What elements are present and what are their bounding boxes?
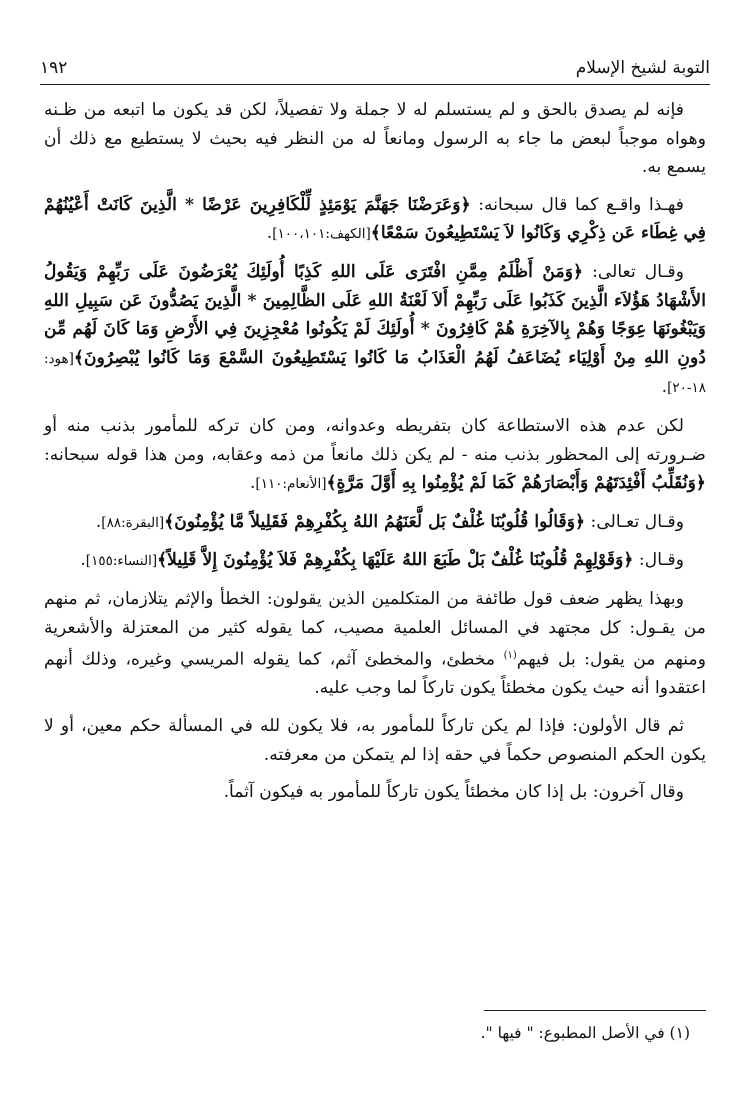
paragraph-6: وقـال: ﴿وَقَوْلِهِمْ قُلُوبُنَا غُلْفٌ بَلْ طَبَعَ اللهُ عَلَيْهَا بِكُفْرِهِمْ فَلاَ يُؤْمِنُونَ إِلاَّ قَلِيلاً﴾[النساء:١٥٥]. — [80, 550, 684, 571]
paragraph-9: وقال آخرون: بل إذا كان مخطئاً يكون تاركاً للمأمور به فيكون آثماً. — [223, 782, 684, 803]
page-header — [40, 58, 710, 85]
running-title: التوبة لشيخ الإسلام — [575, 58, 710, 78]
quran-verse: ﴿وَقَالُوا قُلُوبُنَا غُلْفٌ بَل لَّعَنَهُمُ اللهُ بِكُفْرِهِمْ فَقَلِيلاً مَّا يُؤْمِنُونَ﴾ — [164, 511, 586, 532]
paragraph-4: لكن عدم هذه الاستطاعة كان بتفريطه وعدوانه، ومن كان تركه للمأمور بذنب منه أو ضـرورته إلى المحظور بذنب منه - لم يكن ذلك مانعاً من ذمه وعقابه، ومن هذا قوله سبحانه: ﴿وَنُقَلِّبُ أَفْئِدَتَهُمْ وَأَبْصَارَهُمْ كَمَا لَمْ يُؤْمِنُوا بِهِ أَوَّلَ مَرَّةٍ﴾[الأنعام:١١٠]. — [44, 415, 706, 494]
quran-verse: ﴿وَنُقَلِّبُ أَفْئِدَتَهُمْ وَأَبْصَارَهُمْ كَمَا لَمْ يُؤْمِنُوا بِهِ أَوَّلَ مَرَّةٍ﴾ — [326, 473, 706, 494]
main-text — [44, 96, 706, 816]
paragraph-1: فإنه لم يصدق بالحق و لم يستسلم له لا جملة ولا تفصيلاً، لكن قد يكون ما اتبعه من ظـنه وهواه موجباً لبعض ما جاء به الرسول ومانعاً له من النظر فيه بحيث لا يستطيع مع ذلك أن يسمع به. — [44, 100, 706, 178]
verse-reference: [النساء:١٥٥] — [85, 553, 158, 570]
footnote: (١) في الأصل المطبوع: " فيها ". — [480, 1024, 690, 1042]
quran-verse: ﴿وَعَرَضْنَا جَهَنَّمَ يَوْمَئِذٍ لِّلْكَافِرِينَ عَرْضًا * الَّذِينَ كَانَتْ أَعْيُنُهُمْ فِي غِطَاء عَن ذِكْرِي وَكَانُوا لاَ يَسْتَطِيعُونَ سَمْعًا﴾ — [44, 194, 706, 244]
footnote-marker[interactable]: (١) — [503, 650, 517, 662]
quran-verse: ﴿وَقَوْلِهِمْ قُلُوبُنَا غُلْفٌ بَلْ طَبَعَ اللهُ عَلَيْهَا بِكُفْرِهِمْ فَلاَ يُؤْمِنُونَ إِلاَّ قَلِيلاً﴾ — [157, 550, 634, 571]
paragraph-8: ثم قال الأولون: فإذا لم يكن تاركاً للمأمور به، فلا يكون لله في المسألة حكم معين، أو لا يكون الحكم المنصوص حكماً في حقه إذا لم يتمكن من معرفته. — [44, 716, 706, 765]
verse-reference: [الأنعام:١١٠] — [255, 476, 327, 493]
footnote-divider — [484, 1010, 706, 1011]
paragraph-5: وقـال تعـالى: ﴿وَقَالُوا قُلُوبُنَا غُلْفٌ بَل لَّعَنَهُمُ اللهُ بِكُفْرِهِمْ فَقَلِيلاً مَّا يُؤْمِنُونَ﴾[البقرة:٨٨]. — [95, 511, 684, 532]
page-number: ١٩٢ — [40, 58, 68, 78]
paragraph-3: وقـال تعالى: ﴿وَمَنْ أَظْلَمُ مِمَّنِ افْتَرَى عَلَى اللهِ كَذِبًا أُولَئِكَ يُعْرَضُونَ عَلَى رَبِّهِمْ وَيَقُولُ الأَشْهَادُ هَؤُلاَء الَّذِينَ كَذَبُوا عَلَى رَبِّهِمْ أَلاَ لَعْنَةُ اللهِ عَلَى الظَّالِمِينَ * الَّذِينَ يَصُدُّونَ عَن سَبِيلِ اللهِ وَيَبْغُونَهَا عِوَجًا وَهُمْ بِالآخِرَةِ هُمْ كَافِرُونَ * أُولَئِكَ لَمْ يَكُونُوا مُعْجِزِينَ فِي الأَرْضِ وَمَا كَانَ لَهُم مِّن دُونِ اللهِ مِنْ أَوْلِيَاء يُضَاعَفُ لَهُمُ الْعَذَابُ مَا كَانُوا يَسْتَطِيعُونَ السَّمْعَ وَمَا كَانُوا يُبْصِرُونَ﴾[هود: ١٨-٢٠]. — [44, 261, 706, 398]
quran-verse: ﴿وَمَنْ أَظْلَمُ مِمَّنِ افْتَرَى عَلَى اللهِ كَذِبًا أُولَئِكَ يُعْرَضُونَ عَلَى رَبِّهِمْ وَيَقُولُ الأَشْهَادُ هَؤُلاَء الَّذِينَ كَذَبُوا عَلَى رَبِّهِمْ أَلاَ لَعْنَةُ اللهِ عَلَى الظَّالِمِينَ * الَّذِينَ يَصُدُّونَ عَن سَبِيلِ اللهِ وَيَبْغُونَهَا عِوَجًا وَهُمْ بِالآخِرَةِ هُمْ كَافِرُونَ * أُولَئِكَ لَمْ يَكُونُوا مُعْجِزِينَ فِي الأَرْضِ وَمَا كَانَ لَهُم مِّن دُونِ اللهِ مِنْ أَوْلِيَاء يُضَاعَفُ لَهُمُ الْعَذَابُ مَا كَانُوا يَسْتَطِيعُونَ السَّمْعَ وَمَا كَانُوا يُبْصِرُونَ﴾ — [44, 261, 706, 368]
paragraph-7: وبهذا يظهر ضعف قول طائفة من المتكلمين الذين يقولون: الخطأ والإثم يتلازمان، ثم منهم من يقـول: كل مجتهد في المسائل العلمية مصيب، كما يقوله كثير من المعتزلة والأشعرية ومنهم من يقول: بل فيهم$^{(١)}$ مخطئ، والمخطئ آثم، كما يقوله المريسي وغيره، وذلك أنهم اعتقدوا أنه حيث يكون مخطئاً يكون تاركاً لما وجب عليه. — [44, 588, 706, 699]
verse-reference: [الكهف:١٠٠،١٠١] — [272, 226, 371, 243]
verse-reference: [البقرة:٨٨] — [101, 514, 165, 531]
paragraph-2: فهـذا واقـع كما قال سبحانه: ﴿وَعَرَضْنَا جَهَنَّمَ يَوْمَئِذٍ لِّلْكَافِرِينَ عَرْضًا * الَّذِينَ كَانَتْ أَعْيُنُهُمْ فِي غِطَاء عَن ذِكْرِي وَكَانُوا لاَ يَسْتَطِيعُونَ سَمْعًا﴾[الكهف:١٠٠،١٠١]. — [44, 194, 706, 244]
verse-reference: [هود: ١٨-٢٠] — [44, 350, 706, 397]
